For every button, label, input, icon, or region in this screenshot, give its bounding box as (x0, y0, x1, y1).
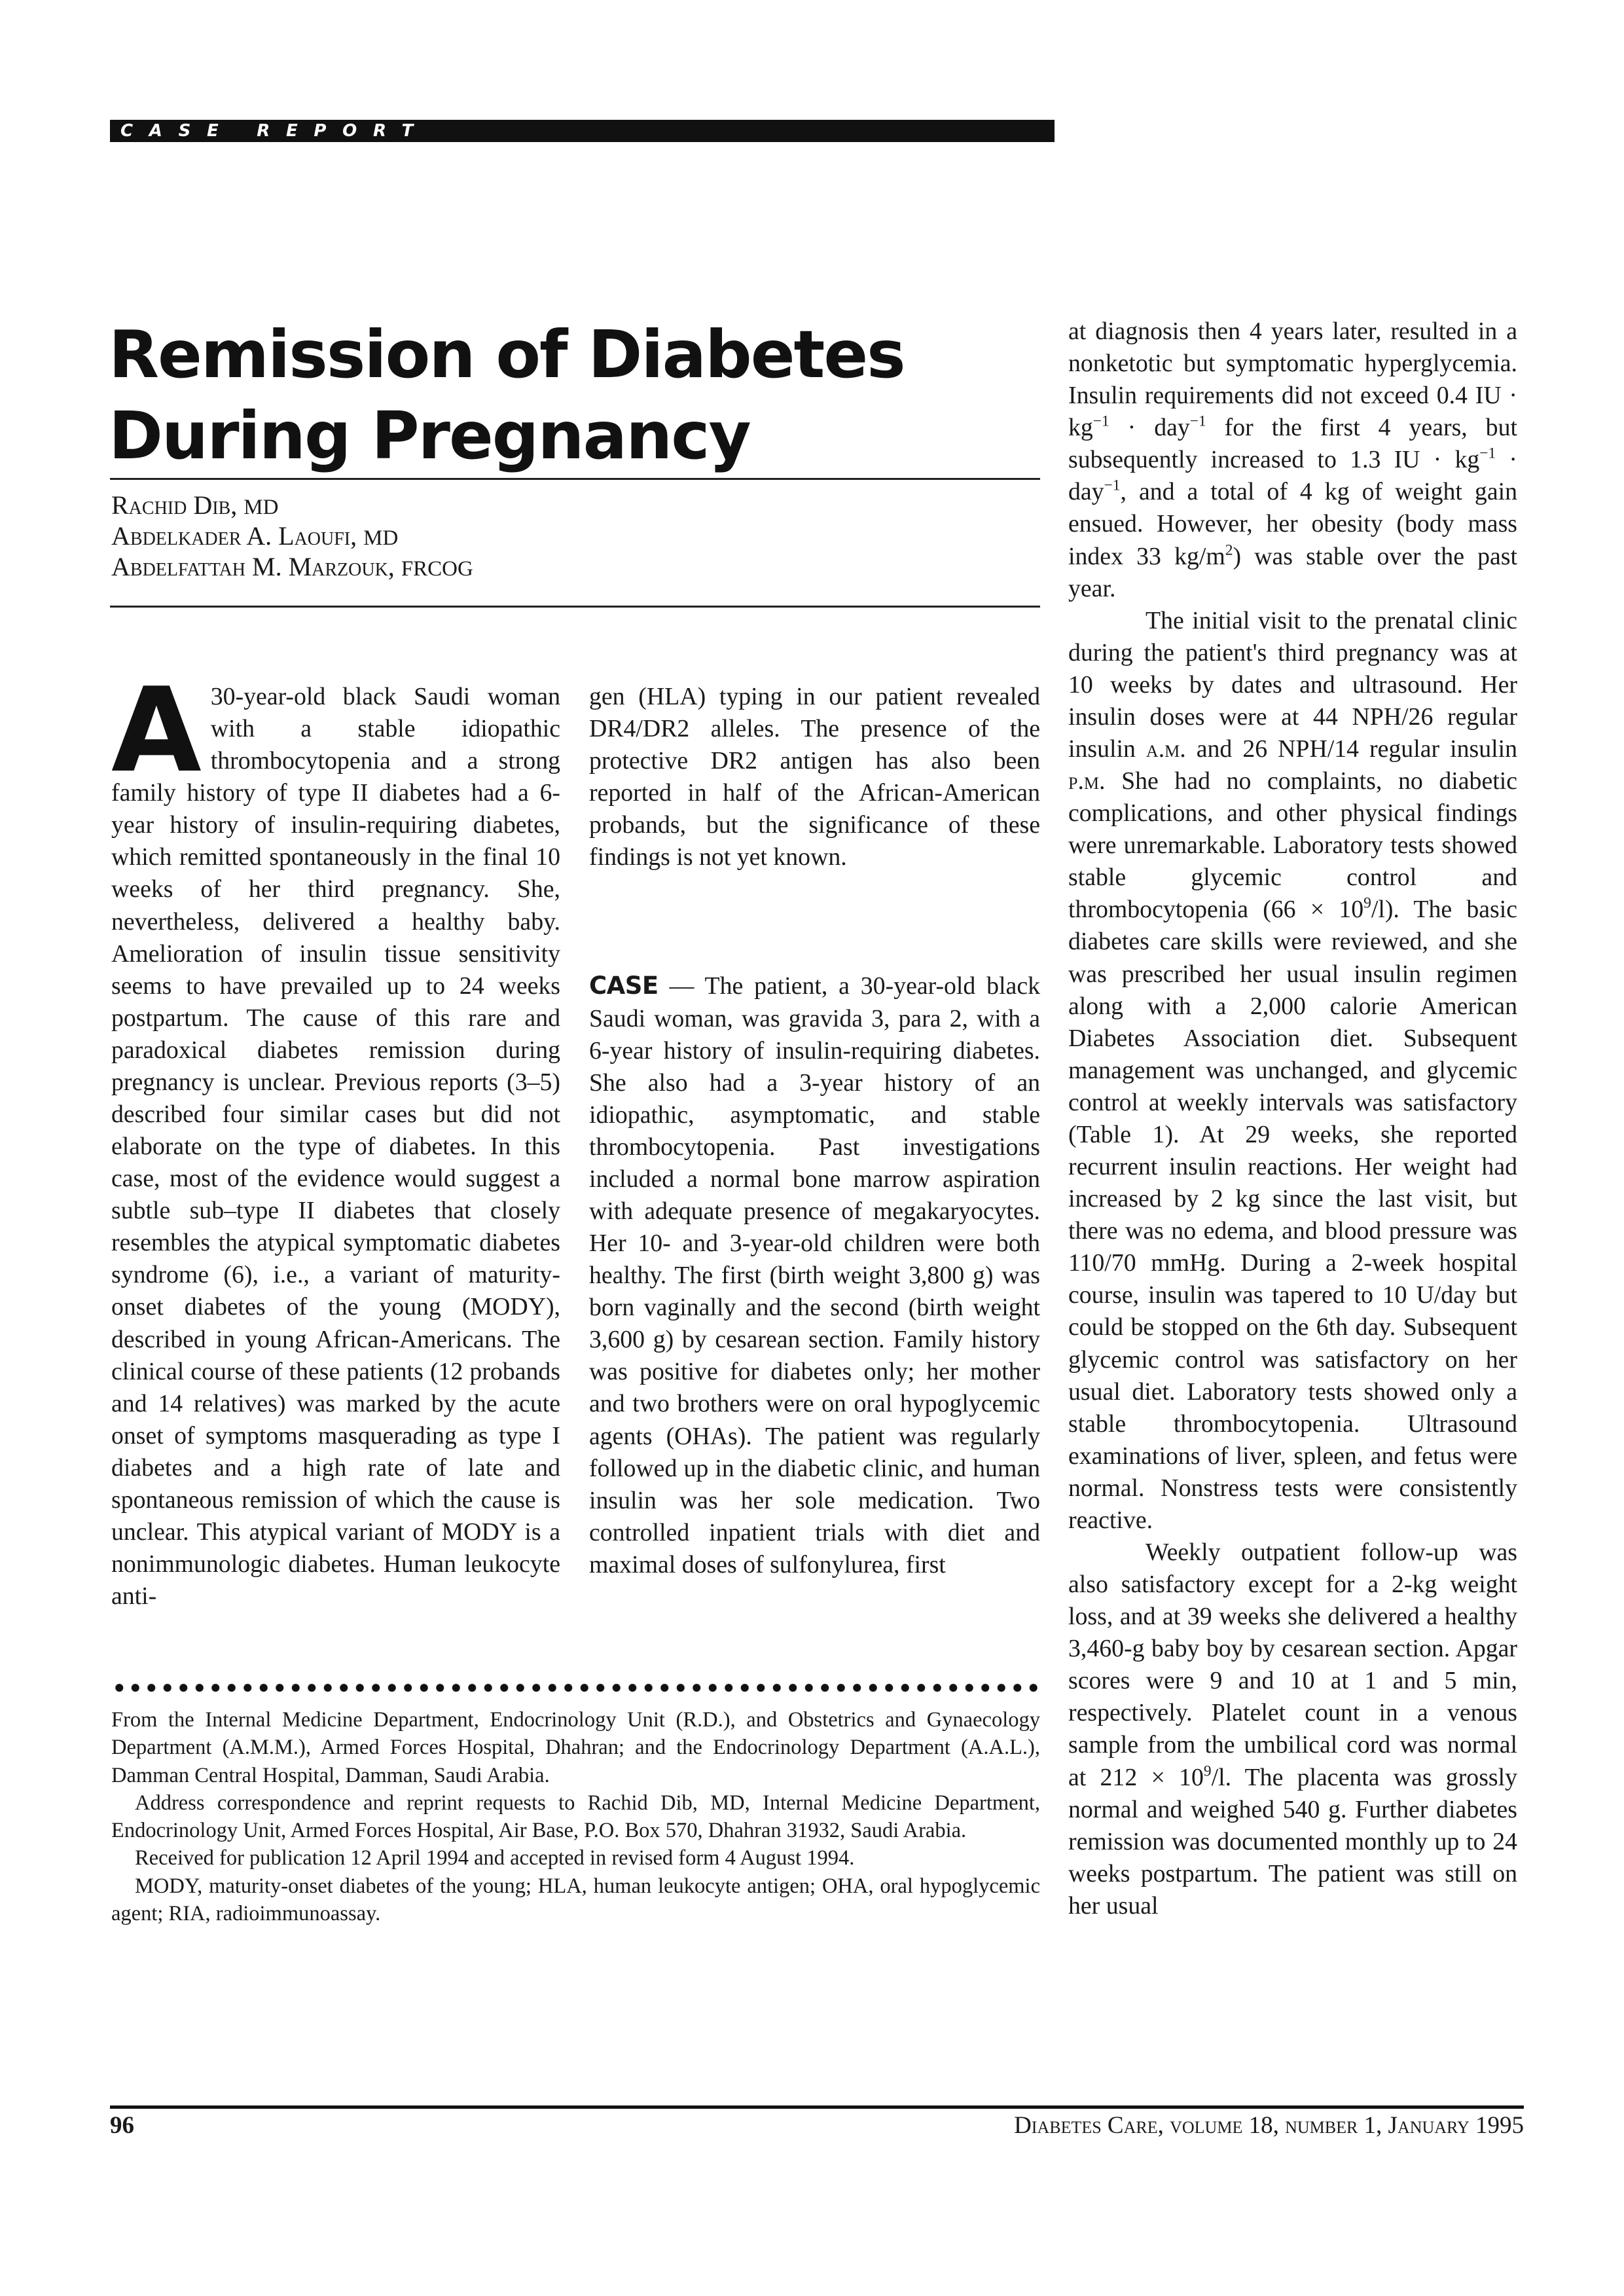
time-abbrev: a.m. (1146, 735, 1186, 763)
author-degree: MD (363, 526, 399, 550)
footer-rule (110, 2105, 1524, 2109)
superscript: −1 (1104, 477, 1121, 494)
footnote-divider (111, 1683, 1041, 1692)
text-run: /l). The basic diabetes care skills were reviewed, and she was prescribed her usual insulin regimen along with a 2,000 calorie American Diabetes Association diet. Subsequent management was unchanged, and glycemic control at weekly intervals was satisfactory (Table 1). At 29 weeks, she reported recurrent insulin reactions. Her weight had increased by 2 kg since the last visit, but there was no edema, and blood pressure was 110/70 mmHg. During a 2-week hospital course, insulin was tapered to 10 U/day but could be stopped on the 6th day. Subsequent glycemic control was satisfactory on her usual diet. Laboratory tests showed only a stable thrombocytopenia. Ultrasound examinations of liver, spleen, and fetus were normal. Nonstress tests were consistently reactive. (1068, 896, 1517, 1534)
article-title (109, 314, 1038, 477)
text-run: , and a total of 4 kg of weight gain ensued. However, her obesity (body mass index 33 kg/m (1068, 478, 1517, 570)
superscript: −1 (1092, 412, 1110, 430)
column-2 (589, 681, 1040, 1581)
author-list (111, 491, 962, 583)
case-dash: — (658, 972, 705, 1000)
author-degree: MD (244, 496, 279, 519)
dropcap: A (111, 663, 202, 798)
text-run: at diagnosis then 4 years later, resulted in a nonketotic but symptomatic hyperglycemia. Insulin requirements did not exceed 0.4 IU · kg (1068, 318, 1517, 442)
section-label: CASE REPORT (120, 121, 429, 141)
page-footer (110, 2113, 1524, 2139)
case-heading: CASE (589, 972, 659, 1000)
superscript: 9 (1363, 894, 1371, 912)
case-text: The patient, a 30-year-old black Saudi woman, was gravida 3, para 2, with a 6-year history of insulin-requiring diabetes. She also had a 3-year history of an idiopathic, asymptomatic, and stable thrombocytopenia. Past investigations included a normal bone marrow aspiration with adequate presence of megakaryocytes. Her 10- and 3-year-old children were both healthy. The first (birth weight 3,800 g) was born vaginally and the second (birth weight 3,600 g) by cesarean section. Family history was positive for diabetes only; her mother and two brothers were on oral hypoglycemic agents (OHAs). The patient was regularly followed up in the diabetic clinic, and human insulin was her sole medication. Two controlled inpatient trials with diet and maximal doses of sulfonylurea, first (589, 972, 1040, 1578)
author-name: Abdelkader A. Laoufi, (111, 521, 357, 551)
text-run: · day (1109, 414, 1190, 442)
title-line-2: During Pregnancy (109, 397, 750, 474)
col3-paragraph-2 (1068, 605, 1517, 1537)
abstract-continuation: gen (HLA) typing in our patient revealed DR4/DR2 alleles. The presence of the protective DR2 antigen has also been reported in half of the African-American probands, but the significance of these findings is not yet known. (589, 683, 1040, 871)
text-run: The initial visit to the prenatal clinic during the patient's third pregnancy was at 10 weeks by dates and ultrasound. Her insulin doses were at 44 NPH/26 regular insulin (1068, 606, 1517, 763)
abstract-paragraph (111, 663, 560, 1613)
text-run: · day (1068, 446, 1517, 506)
col3-paragraph-1 (1068, 316, 1517, 605)
author-1 (111, 491, 962, 522)
title-line-1: Remission of Diabetes (109, 316, 905, 393)
superscript: 9 (1203, 1762, 1212, 1779)
footnote-abbreviations: MODY, maturity-onset diabetes of the young; HLA, human leukocyte antigen; OHA, oral hypoglycemic agent; RIA, radioimmunoassay. (111, 1874, 1040, 1925)
superscript: −1 (1189, 412, 1206, 430)
journal-citation: Diabetes Care, volume 18, number 1, January 1995 (1014, 2112, 1524, 2139)
author-degree: FRCOG (401, 557, 473, 581)
footnotes (111, 1706, 1040, 1927)
page-number: 96 (110, 2112, 134, 2139)
text-run: Weekly outpatient follow-up was also satisfactory except for a 2-kg weight loss, and at 39 weeks she delivered a healthy 3,460-g baby boy by cesarean section. Apgar scores were 9 and 10 at 1 and 5 min, respectively. Platelet count in a venous sample from the umbilical cord was normal at 212 × 10 (1068, 1538, 1517, 1791)
text-run: for the first 4 years, but subsequently increased to 1.3 IU · kg (1068, 414, 1517, 474)
text-run: and 26 NPH/14 regular insulin (1185, 735, 1517, 763)
col3-paragraph-3 (1068, 1537, 1517, 1922)
text-run: /l. The placenta was grossly normal and weighed 540 g. Further diabetes remission was documented monthly up to 24 weeks postpartum. The patient was still on her usual (1068, 1763, 1518, 1920)
author-2 (111, 522, 962, 553)
case-paragraph (589, 970, 1040, 1580)
column-3 (1068, 316, 1517, 1922)
author-name: Abdelfattah M. Marzouk, (111, 552, 395, 581)
superscript: −1 (1479, 445, 1496, 462)
footnote-received: Received for publication 12 April 1994 and accepted in revised form 4 August 1994. (135, 1846, 855, 1870)
column-1 (111, 663, 560, 1613)
section-band (110, 120, 1055, 142)
superscript: 2 (1225, 541, 1233, 559)
footnote-correspondence: Address correspondence and reprint requests to Rachid Dib, MD, Internal Medicine Department, Endocrinology Unit, Armed Forces Hospital, Air Base, P.O. Box 570, Dhahran 31932, Saudi Arabia. (111, 1791, 1040, 1842)
text-run: She had no complaints, no diabetic complications, and other physical findings were unremarkable. Laboratory tests showed stable glycemic control and thrombocytopenia (66 × 10 (1068, 767, 1517, 924)
time-abbrev: p.m. (1068, 767, 1106, 795)
footnote-affiliations: From the Internal Medicine Department, Endocrinology Unit (R.D.), and Obstetrics and Gynaecology Department (A.M.M.), Armed Forces Hospital, Dhahran; and the Endocrinology Department (A.A.L.), Damman Central Hospital, Damman, Saudi Arabia. (111, 1708, 1040, 1787)
author-3 (111, 553, 962, 583)
text-run: ) was stable over the past year. (1068, 542, 1518, 602)
author-rule (110, 606, 1040, 608)
abstract-text: 30-year-old black Saudi woman with a stable idiopathic thrombocytopenia and a strong family history of type II diabetes had a 6-year history of insulin-requiring diabetes, which remitted spontaneously in the final 10 weeks of her third pregnancy. She, nevertheless, delivered a healthy baby. Amelioration of insulin tissue sensitivity seems to have prevailed up to 24 weeks postpartum. The cause of this rare and paradoxical diabetes remission during pregnancy is unclear. Previous reports (3–5) described four similar cases but did not elaborate on the type of diabetes. In this case, most of the evidence would suggest a subtle sub–type II diabetes that closely resembles the atypical symptomatic diabetes syndrome (6), i.e., a variant of maturity-onset diabetes of the young (MODY), described in young African-Americans. The clinical course of these patients (12 probands and 14 relatives) was marked by the acute onset of symptoms masquerading as type I diabetes and a high rate of late and spontaneous remission of which the cause is unclear. This atypical variant of MODY is a nonimmunologic diabetes. Human leukocyte anti- (111, 683, 560, 1611)
author-name: Rachid Dib, (111, 490, 238, 520)
title-rule (110, 478, 1040, 480)
